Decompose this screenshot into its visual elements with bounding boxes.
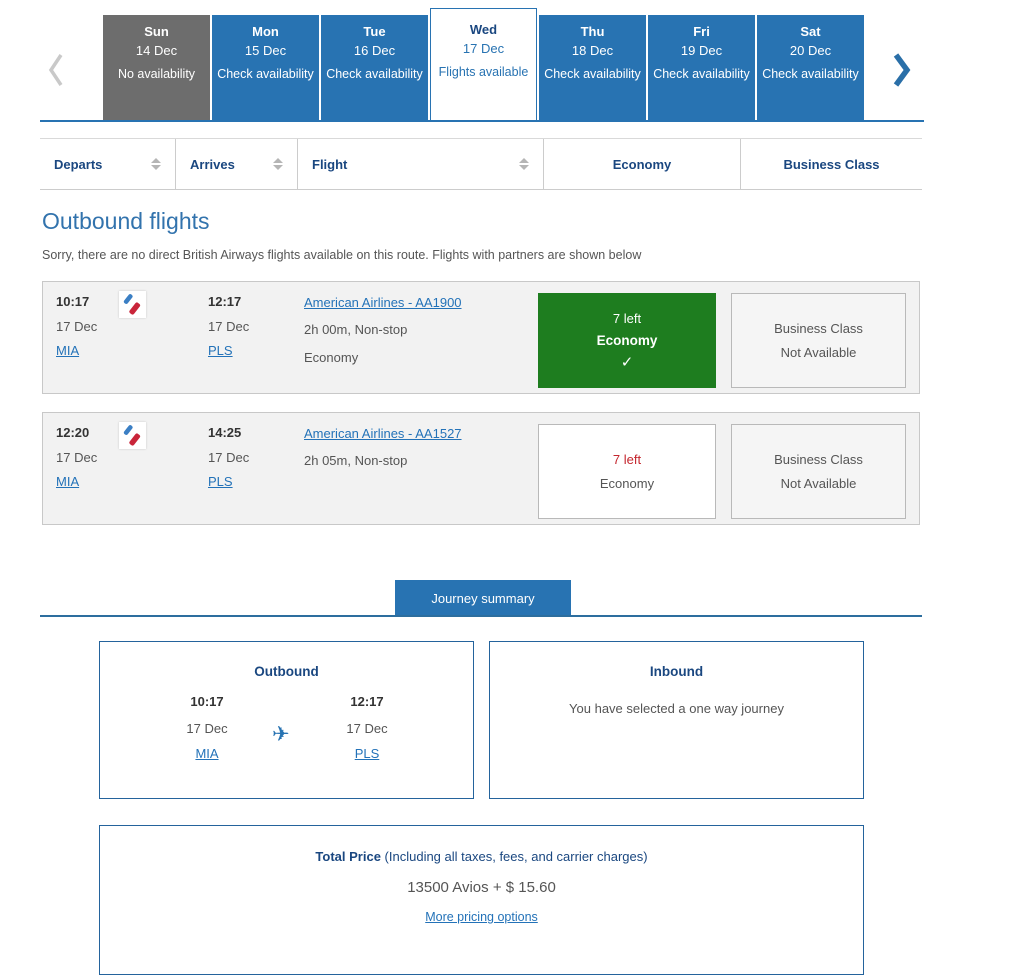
fare-cabin-label: Economy xyxy=(599,476,655,491)
summary-departure xyxy=(152,694,262,761)
column-label: Flight xyxy=(312,156,348,172)
date-tab-fri[interactable] xyxy=(648,15,755,121)
total-price-suffix: (Including all taxes, fees, and carrier charges) xyxy=(380,849,648,864)
day-status: Check availability xyxy=(544,67,641,81)
date-tab-thu[interactable] xyxy=(539,15,646,121)
column-label: Arrives xyxy=(190,156,235,172)
day-status: Check availability xyxy=(762,67,859,81)
cabin-name: Economy xyxy=(304,350,359,365)
departure-airport-link[interactable]: MIA xyxy=(56,343,80,358)
not-available-label: Not Available xyxy=(780,345,857,360)
results-table-header xyxy=(40,138,922,190)
arrival-date: 17 Dec xyxy=(208,450,250,465)
arrival-info xyxy=(208,425,249,489)
day-name: Mon xyxy=(252,24,279,39)
date-carousel xyxy=(103,8,864,121)
economy-fare-option[interactable] xyxy=(538,424,716,519)
column-header-economy xyxy=(543,139,740,189)
more-pricing-options-link[interactable]: More pricing options xyxy=(425,910,538,924)
column-header-business xyxy=(740,139,922,189)
flight-details xyxy=(304,426,462,468)
day-date: 16 Dec xyxy=(353,43,396,58)
date-tab-sun[interactable] xyxy=(103,15,210,121)
flight-row xyxy=(42,412,920,525)
one-way-message: You have selected a one way journey xyxy=(569,701,784,716)
day-date: 15 Dec xyxy=(244,43,287,58)
date-tab-mon[interactable] xyxy=(212,15,319,121)
journey-summary-divider xyxy=(40,615,922,617)
economy-fare-option-selected[interactable] xyxy=(538,293,716,388)
seats-left: 7 left xyxy=(612,310,642,326)
arrival-time: 12:17 xyxy=(208,294,242,309)
total-price-card xyxy=(99,825,864,975)
departure-info xyxy=(56,294,97,358)
day-name: Sun xyxy=(144,24,169,39)
arrival-info xyxy=(208,294,249,358)
arrival-airport-link[interactable]: PLS xyxy=(208,343,233,358)
outbound-summary-title: Outbound xyxy=(254,664,319,679)
day-date: 17 Dec xyxy=(462,41,505,56)
day-status: Check availability xyxy=(653,67,750,81)
flight-duration: 2h 00m, Non-stop xyxy=(304,322,408,337)
departure-time: 10:17 xyxy=(190,694,224,709)
column-label: Business Class xyxy=(783,156,880,172)
date-tab-wed-selected[interactable] xyxy=(430,8,537,121)
column-header-arrives[interactable] xyxy=(175,139,297,189)
flight-duration: 2h 05m, Non-stop xyxy=(304,453,408,468)
day-name: Fri xyxy=(693,24,710,39)
day-name: Thu xyxy=(580,24,605,39)
day-status: Check availability xyxy=(217,67,314,81)
departure-time: 12:20 xyxy=(56,425,90,440)
day-date: 20 Dec xyxy=(789,43,832,58)
business-class-label: Business Class xyxy=(774,321,863,336)
day-date: 18 Dec xyxy=(571,43,614,58)
sort-icon xyxy=(273,158,283,170)
departure-time: 10:17 xyxy=(56,294,90,309)
flight-row xyxy=(42,281,920,394)
arrival-time: 14:25 xyxy=(208,425,242,440)
carousel-underline xyxy=(40,120,924,122)
date-tab-tue[interactable] xyxy=(321,15,428,121)
departure-airport-link[interactable]: MIA xyxy=(56,474,80,489)
page-title: Outbound flights xyxy=(42,208,210,234)
day-name: Wed xyxy=(469,22,498,37)
day-status: Check availability xyxy=(326,67,423,81)
journey-summary-button[interactable]: Journey summary xyxy=(395,580,571,617)
american-airlines-logo-icon xyxy=(119,422,146,449)
day-status: No availability xyxy=(117,67,196,81)
fare-cabin-label: Economy xyxy=(596,332,658,348)
inbound-summary-card xyxy=(489,641,864,799)
arrival-time: 12:17 xyxy=(350,694,384,709)
seats-left: 7 left xyxy=(612,452,642,467)
date-tab-sat[interactable] xyxy=(757,15,864,121)
flight-number-link[interactable]: American Airlines - AA1900 xyxy=(304,295,462,310)
outbound-summary-card xyxy=(99,641,474,799)
chevron-right-icon xyxy=(891,76,913,91)
column-header-departs[interactable] xyxy=(40,139,175,189)
arrival-airport-link[interactable]: PLS xyxy=(354,746,380,761)
sort-icon xyxy=(519,158,529,170)
chevron-left-icon xyxy=(46,76,66,91)
next-days-button[interactable] xyxy=(891,52,913,91)
business-fare-unavailable xyxy=(731,293,906,388)
departure-date: 17 Dec xyxy=(186,721,228,736)
departure-date: 17 Dec xyxy=(56,450,98,465)
day-status: Flights available xyxy=(438,65,529,79)
day-name: Sat xyxy=(800,24,821,39)
flight-details xyxy=(304,295,462,365)
departure-info xyxy=(56,425,97,489)
no-direct-flights-notice: Sorry, there are no direct British Airways flights available on this route. Flights with partners are shown below xyxy=(42,248,642,262)
sort-icon xyxy=(151,158,161,170)
column-header-flight[interactable] xyxy=(297,139,543,189)
check-icon: ✓ xyxy=(620,353,634,371)
american-airlines-logo-icon xyxy=(119,291,146,318)
column-label: Economy xyxy=(612,156,672,172)
column-label: Departs xyxy=(54,156,103,172)
prev-days-button[interactable] xyxy=(46,52,66,91)
total-price-label: Total Price xyxy=(315,849,381,864)
plane-icon: ✈ xyxy=(272,723,290,746)
day-date: 19 Dec xyxy=(680,43,723,58)
summary-arrival xyxy=(312,694,422,761)
day-date: 14 Dec xyxy=(135,43,178,58)
arrival-date: 17 Dec xyxy=(346,721,388,736)
business-class-label: Business Class xyxy=(774,452,863,467)
arrival-date: 17 Dec xyxy=(208,319,250,334)
departure-date: 17 Dec xyxy=(56,319,98,334)
inbound-summary-title: Inbound xyxy=(649,664,704,679)
flight-number-link[interactable]: American Airlines - AA1527 xyxy=(304,426,462,441)
departure-airport-link[interactable]: MIA xyxy=(195,746,219,761)
business-fare-unavailable xyxy=(731,424,906,519)
arrival-airport-link[interactable]: PLS xyxy=(208,474,233,489)
total-price-amount: 13500 Avios + $ 15.60 xyxy=(407,879,556,896)
day-name: Tue xyxy=(363,24,386,39)
not-available-label: Not Available xyxy=(780,476,857,491)
